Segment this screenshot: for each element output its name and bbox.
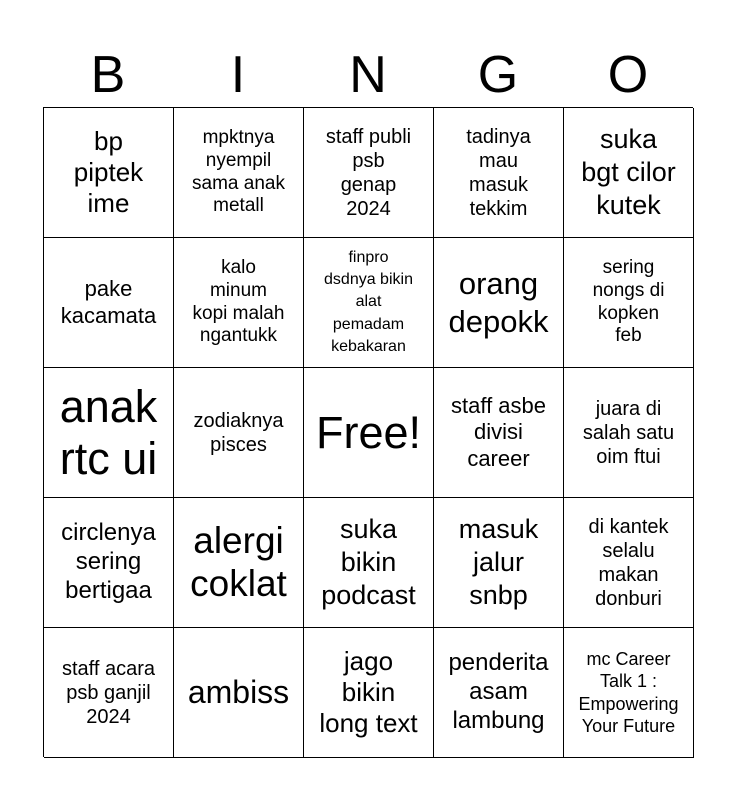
bingo-cell-r5-c3[interactable] [304,628,434,758]
bingo-cell-r1-c5[interactable] [564,108,694,238]
bingo-cell-r2-c3[interactable] [304,238,434,368]
bingo-cell-r4-c4[interactable] [434,498,564,628]
bingo-cell-r3-c1[interactable] [44,368,174,498]
header-letter-o: O [607,46,649,104]
bingo-cell-r5-c5[interactable] [564,628,694,758]
cell-text: suka bikin podcast [321,514,416,610]
cell-text: mpktnya nyempil sama anak metall [192,126,285,217]
cell-text: kalo minum kopi malah ngantukk [192,256,285,347]
bingo-cell-r4-c5[interactable] [564,498,694,628]
bingo-cell-r4-c1[interactable] [44,498,174,628]
cell-text: jago bikin long text [319,645,418,739]
cell-text: tadinya mau masuk tekkim [466,125,531,220]
bingo-cell-r3-c3-free[interactable] [304,368,434,498]
header-letter-b: B [90,46,126,104]
cell-text: pake kacamata [60,276,157,328]
cell-text: orang depokk [448,266,549,339]
bingo-cell-r1-c4[interactable] [434,108,564,238]
cell-text: finpro dsdnya bikin alat pemadam kebakaran [324,249,413,355]
bingo-cell-r4-c2[interactable] [174,498,304,628]
cell-text: penderita asam lambung [448,649,549,734]
bingo-cell-r5-c1[interactable] [44,628,174,758]
bingo-cell-r1-c3[interactable] [304,108,434,238]
bingo-cell-r3-c5[interactable] [564,368,694,498]
bingo-cell-r1-c2[interactable] [174,108,304,238]
cell-text: di kantek selalu makan donburi [588,515,669,610]
bingo-cell-r5-c2[interactable] [174,628,304,758]
cell-text: staff publi psb genap 2024 [325,125,412,220]
cell-text: masuk jalur snbp [458,514,539,610]
bingo-board [43,107,693,757]
cell-text: circlenya sering bertigaa [61,519,156,604]
header-letter-i: I [230,46,246,104]
bingo-cell-r4-c3[interactable] [304,498,434,628]
header-letter-g: G [477,46,519,104]
bingo-header [43,44,693,106]
cell-text: zodiaknya pisces [193,409,284,456]
cell-text: juara di salah satu oim ftui [582,397,675,468]
cell-text: alergi coklat [190,519,287,604]
bingo-cell-r2-c1[interactable] [44,238,174,368]
bingo-cell-r2-c4[interactable] [434,238,564,368]
cell-text: staff acara psb ganjil 2024 [61,657,156,728]
cell-text: ambiss [187,674,290,711]
bingo-cell-r2-c2[interactable] [174,238,304,368]
cell-text: staff asbe divisi career [451,392,546,471]
bingo-cell-r3-c4[interactable] [434,368,564,498]
cell-text: sering nongs di kopken feb [592,256,665,347]
header-letter-n: N [349,46,387,104]
free-space-text: Free! [315,406,422,458]
bingo-cell-r5-c4[interactable] [434,628,564,758]
cell-text: bp piptek ime [73,125,144,219]
cell-text: anak rtc ui [59,380,158,484]
bingo-cell-r1-c1[interactable] [44,108,174,238]
bingo-cell-r2-c5[interactable] [564,238,694,368]
cell-text: mc Career Talk 1 : Empowering Your Future [578,648,679,736]
cell-text: suka bgt cilor kutek [581,124,676,220]
bingo-cell-r3-c2[interactable] [174,368,304,498]
